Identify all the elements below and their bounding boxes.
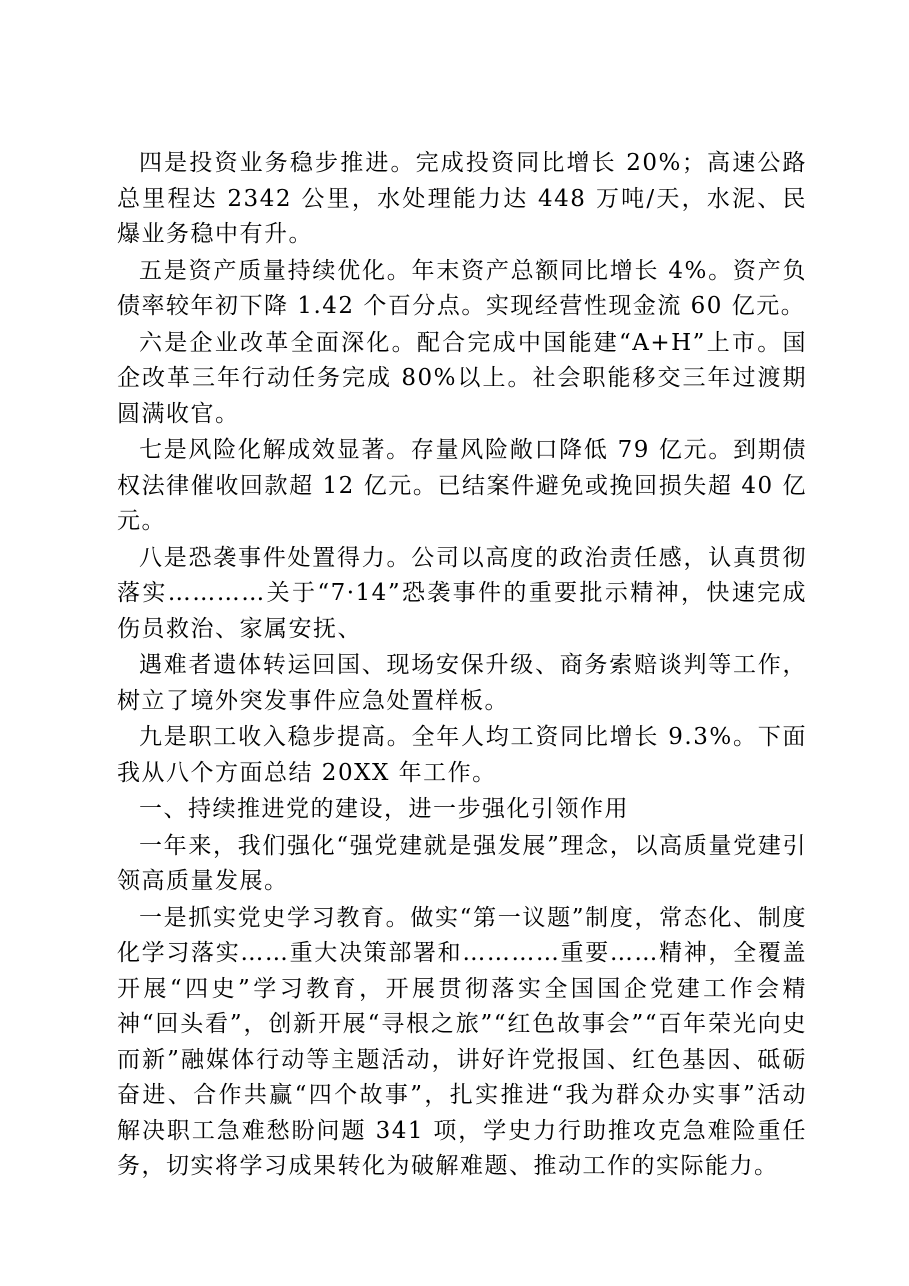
- paragraph-risk-resolution: 七是风险化解成效显著。存量风险敞口降低 79 亿元。到期债权法律催收回款超 12 亿元。已结案件避免或挽回损失超 40 亿元。: [117, 437, 807, 534]
- document-body: [117, 146, 807, 1186]
- paragraph-terror-incident-continued: 遇难者遗体转运回国、现场安保升级、商务索赔谈判等工作，树立了境外突发事件应急处置样板。: [117, 652, 807, 714]
- paragraph-party-building-intro: 一年来，我们强化“强党建就是强发展”理念，以高质量党建引领高质量发展。: [117, 832, 807, 894]
- paragraph-employee-income: 九是职工收入稳步提高。全年人均工资同比增长 9.3%。下面我从八个方面总结 20XX 年工作。: [117, 724, 807, 786]
- paragraph-investment: 四是投资业务稳步推进。完成投资同比增长 20%；高速公路总里程达 2342 公里，水处理能力达 448 万吨/天，水泥、民爆业务稳中有升。: [117, 150, 807, 247]
- paragraph-asset-quality: 五是资产质量持续优化。年末资产总额同比增长 4%。资产负债率较年初下降 1.42 个百分点。实现经营性现金流 60 亿元。: [117, 257, 807, 319]
- paragraph-terror-incident: 八是恐袭事件处置得力。公司以高度的政治责任感，认真贯彻落实…………关于“7·14”恐袭事件的重要批示精神，快速完成伤员救治、家属安抚、: [117, 544, 807, 642]
- paragraph-party-history-education: 一是抓实党史学习教育。做实“第一议题”制度，常态化、制度化学习落实……重大决策部署和…………重要……精神，全覆盖开展“四史”学习教育，开展贯彻落实全国国企党建工作会精神“回头看”，创新开展“寻根之旅”“红色故事会”“百年荣光向史而新”融媒体行动等主题活动，讲好许党报国、红色基因、砥砺奋进、合作共赢“四个故事”，扎实推进“我为群众办实事”活动解决职工急难愁盼问题 341 项，学史力行助推攻克急难险重任务，切实将学习成果转化为破解难题、推动工作的实际能力。: [117, 904, 807, 1179]
- paragraph-enterprise-reform: 六是企业改革全面深化。配合完成中国能建“A+H”上市。国企改革三年行动任务完成 80%以上。社会职能移交三年过渡期圆满收官。: [117, 329, 807, 427]
- section-heading-party-building: 一、持续推进党的建设，进一步强化引领作用: [139, 796, 629, 822]
